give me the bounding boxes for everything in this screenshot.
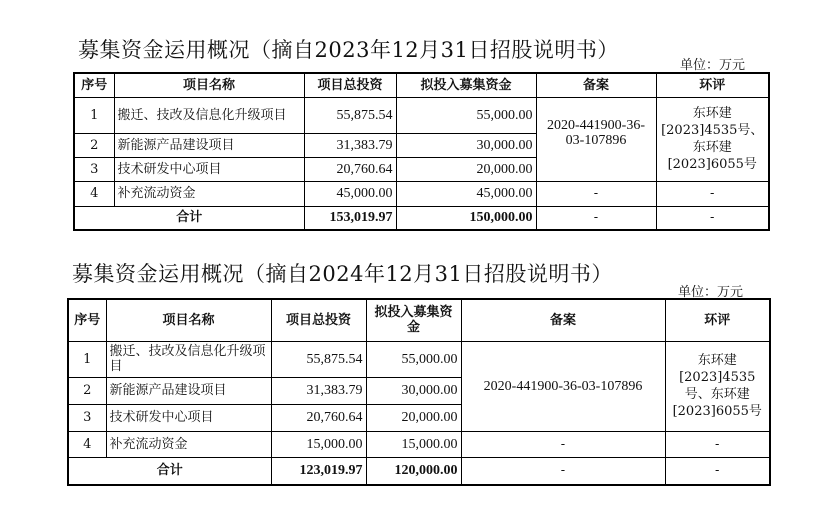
row-raise: 30,000.00 bbox=[396, 133, 536, 157]
row-no: 3 bbox=[74, 157, 114, 181]
row-filing: - bbox=[461, 431, 665, 457]
total-filing: - bbox=[461, 457, 665, 485]
table2-header-name: 项目名称 bbox=[106, 299, 271, 341]
row-name: 搬迁、技改及信息化升级项目 bbox=[114, 97, 304, 133]
row-name: 新能源产品建设项目 bbox=[106, 377, 271, 404]
table-row bbox=[68, 341, 770, 377]
total-total: 123,019.97 bbox=[271, 457, 366, 485]
table1-total-row bbox=[74, 206, 769, 230]
table1-unit: 单位：万元 bbox=[680, 58, 746, 73]
total-raise: 120,000.00 bbox=[366, 457, 461, 485]
table1-header-name: 项目名称 bbox=[114, 73, 304, 97]
table2-unit: 单位：万元 bbox=[678, 285, 744, 300]
merged-filing: 2020-441900-36-03-107896 bbox=[536, 97, 656, 181]
row-no: 1 bbox=[74, 97, 114, 133]
row-name: 新能源产品建设项目 bbox=[114, 133, 304, 157]
row-total: 55,875.54 bbox=[271, 341, 366, 377]
row-raise: 30,000.00 bbox=[366, 377, 461, 404]
table1 bbox=[73, 72, 770, 231]
total-raise: 150,000.00 bbox=[396, 206, 536, 230]
merged-eia: 东环建[2023]4535号、东环建[2023]6055号 bbox=[665, 341, 770, 431]
table-row bbox=[68, 431, 770, 457]
table1-header-eia: 环评 bbox=[656, 73, 769, 97]
total-eia: - bbox=[656, 206, 769, 230]
row-raise: 15,000.00 bbox=[366, 431, 461, 457]
table-row bbox=[74, 181, 769, 206]
table1-header-no: 序号 bbox=[74, 73, 114, 97]
table1-header-raise: 拟投入募集资金 bbox=[396, 73, 536, 97]
row-name: 补充流动资金 bbox=[114, 181, 304, 206]
row-no: 1 bbox=[68, 341, 106, 377]
row-no: 4 bbox=[68, 431, 106, 457]
merged-filing: 2020-441900-36-03-107896 bbox=[461, 341, 665, 431]
table2-header-eia: 环评 bbox=[665, 299, 770, 341]
row-eia: - bbox=[656, 181, 769, 206]
table2-header-raise: 拟投入募集资金 bbox=[366, 299, 461, 341]
row-name: 技术研发中心项目 bbox=[106, 404, 271, 431]
table1-header-total: 项目总投资 bbox=[304, 73, 396, 97]
row-no: 2 bbox=[74, 133, 114, 157]
row-total: 55,875.54 bbox=[304, 97, 396, 133]
table2-header-filing: 备案 bbox=[461, 299, 665, 341]
row-raise: 20,000.00 bbox=[366, 404, 461, 431]
table1-header-row bbox=[74, 73, 769, 97]
row-eia: - bbox=[665, 431, 770, 457]
row-no: 4 bbox=[74, 181, 114, 206]
merged-eia: 东环建[2023]4535号、东环建[2023]6055号 bbox=[656, 97, 769, 181]
row-raise: 20,000.00 bbox=[396, 157, 536, 181]
row-total: 15,000.00 bbox=[271, 431, 366, 457]
table2-header-row bbox=[68, 299, 770, 341]
row-total: 45,000.00 bbox=[304, 181, 396, 206]
total-label: 合计 bbox=[68, 457, 271, 485]
total-label: 合计 bbox=[74, 206, 304, 230]
table2-total-row bbox=[68, 457, 770, 485]
table2-title: 募集资金运用概况（摘自2024年12月31日招股说明书） bbox=[72, 262, 613, 286]
table2-header-no: 序号 bbox=[68, 299, 106, 341]
table1-header-filing: 备案 bbox=[536, 73, 656, 97]
total-filing: - bbox=[536, 206, 656, 230]
total-eia: - bbox=[665, 457, 770, 485]
row-name: 技术研发中心项目 bbox=[114, 157, 304, 181]
row-raise: 55,000.00 bbox=[396, 97, 536, 133]
table2 bbox=[67, 298, 771, 486]
table2-header-total: 项目总投资 bbox=[271, 299, 366, 341]
row-raise: 55,000.00 bbox=[366, 341, 461, 377]
row-raise: 45,000.00 bbox=[396, 181, 536, 206]
row-total: 31,383.79 bbox=[304, 133, 396, 157]
row-total: 20,760.64 bbox=[271, 404, 366, 431]
table-row bbox=[74, 97, 769, 133]
row-filing: - bbox=[536, 181, 656, 206]
table1-title: 募集资金运用概况（摘自2023年12月31日招股说明书） bbox=[78, 38, 619, 62]
row-name: 搬迁、技改及信息化升级项目 bbox=[106, 341, 271, 377]
row-no: 3 bbox=[68, 404, 106, 431]
row-total: 31,383.79 bbox=[271, 377, 366, 404]
row-no: 2 bbox=[68, 377, 106, 404]
total-total: 153,019.97 bbox=[304, 206, 396, 230]
row-name: 补充流动资金 bbox=[106, 431, 271, 457]
row-total: 20,760.64 bbox=[304, 157, 396, 181]
